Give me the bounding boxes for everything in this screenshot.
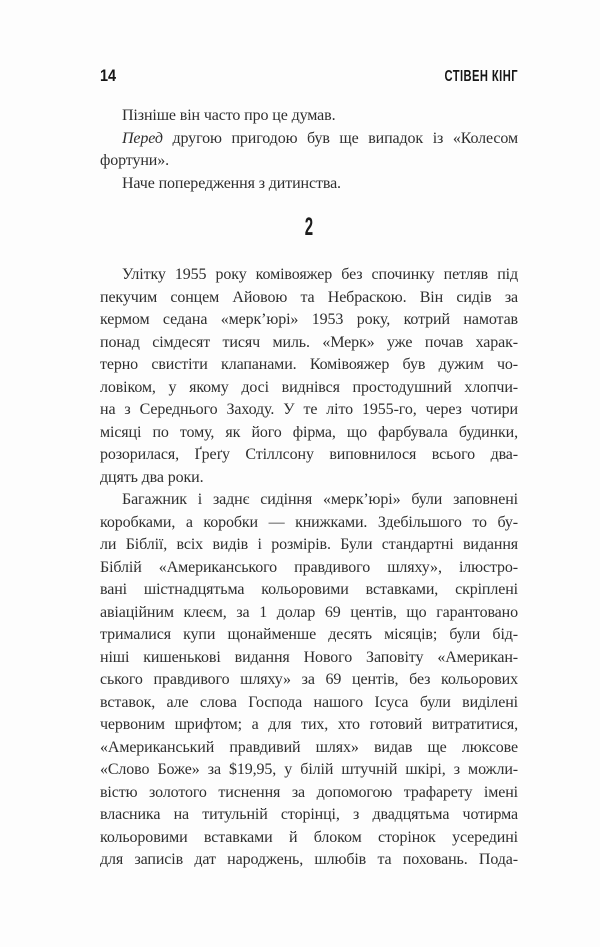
text-line: місяці по тому, як його фірма, що фарбувала будинки, bbox=[100, 423, 518, 441]
text-span: другою пригодою був ще випадок із «Колесом bbox=[162, 129, 518, 147]
text-line: Багажник і заднє сидіння «мерк’юрі» були заповнені bbox=[122, 491, 518, 508]
text-line: пекучим сонцем Айовою та Небраскою. Він сидів за bbox=[100, 288, 518, 306]
text-line: на з Середнього Заходу. У те літо 1955-го, через чотири bbox=[100, 401, 518, 418]
text-line: вставок, але слова Господа нашого Ісуса були виділені bbox=[100, 693, 518, 711]
intro-passage bbox=[100, 105, 518, 195]
text-line: авіаційним клеєм, за 1 долар 69 центів, що гарантовано bbox=[100, 603, 518, 621]
text-line: ського правдивого шляху» за 69 центів, без кольорових bbox=[100, 671, 518, 688]
page-header bbox=[100, 66, 518, 86]
text-line: для записів дат народжень, шлюбів та поховань. Пода- bbox=[100, 851, 518, 868]
text-line: червоним шрифтом; а для тих, хто готовий витратитися, bbox=[100, 716, 518, 733]
text-line: власника на титульній сторінці, з двадцятьма чотирма bbox=[100, 806, 518, 823]
text-line: ловіком, у якому досі виднівся простодушний хлопчи- bbox=[100, 378, 518, 396]
text-line: кольоровими вставками й блоком сторінок усередині bbox=[100, 828, 518, 846]
text-line: «Слово Боже» за $19,95, у білій штучній шкірі, з можли- bbox=[100, 761, 518, 778]
page-number: 14 bbox=[100, 66, 117, 85]
text-line: вані шістнадцятьма кольоровими вставками, скріплені bbox=[100, 581, 518, 598]
text-line: фортуни». bbox=[100, 152, 169, 169]
text-line: понад сімдесят тисяч миль. «Мерк» уже почав харак- bbox=[100, 333, 518, 351]
text-line: дцять два роки. bbox=[100, 468, 204, 486]
text-line: вістю золотого тиснення за допомогою трафарету імені bbox=[100, 783, 518, 801]
text-line: Біблій «Американського правдивого шляху», ілюстро- bbox=[100, 558, 518, 576]
paragraph-bibles bbox=[100, 489, 518, 872]
text-line: розорилася, Ґреґу Стіллсону виповнилося всього два- bbox=[100, 446, 518, 463]
text-line: кермом седана «мерк’юрі» 1953 року, котрий намотав bbox=[100, 311, 518, 328]
text-line: Пізніше він часто про це думав. bbox=[122, 107, 336, 124]
section-heading bbox=[100, 212, 518, 246]
text-line: «Американський правдивий шлях» видав ще люксове bbox=[100, 738, 518, 756]
page-body bbox=[100, 105, 518, 872]
section-number: 2 bbox=[304, 213, 314, 241]
text-line: Улітку 1955 року комівояжер без спочинку петляв під bbox=[122, 266, 518, 283]
text-line: ли Біблії, всіх видів і розмірів. Були стандартні видання bbox=[100, 536, 518, 553]
italic-word: Перед bbox=[122, 129, 163, 147]
text-line: ніші кишенькові видання Нового Заповіту «Американ- bbox=[100, 648, 518, 666]
paragraph-salesman bbox=[100, 264, 518, 489]
text-line bbox=[100, 128, 518, 151]
text-line: терно свистіти клапанами. Комівояжер був дужим чо- bbox=[100, 356, 518, 373]
text-line: трималися купи щонайменше десять місяців; були бід- bbox=[100, 626, 518, 643]
running-head: СТІВЕН КІНГ bbox=[444, 68, 518, 85]
text-line: коробками, а коробки — книжками. Здебільшого то бу- bbox=[100, 513, 518, 531]
text-line: Наче попередження з дитинства. bbox=[122, 174, 341, 192]
